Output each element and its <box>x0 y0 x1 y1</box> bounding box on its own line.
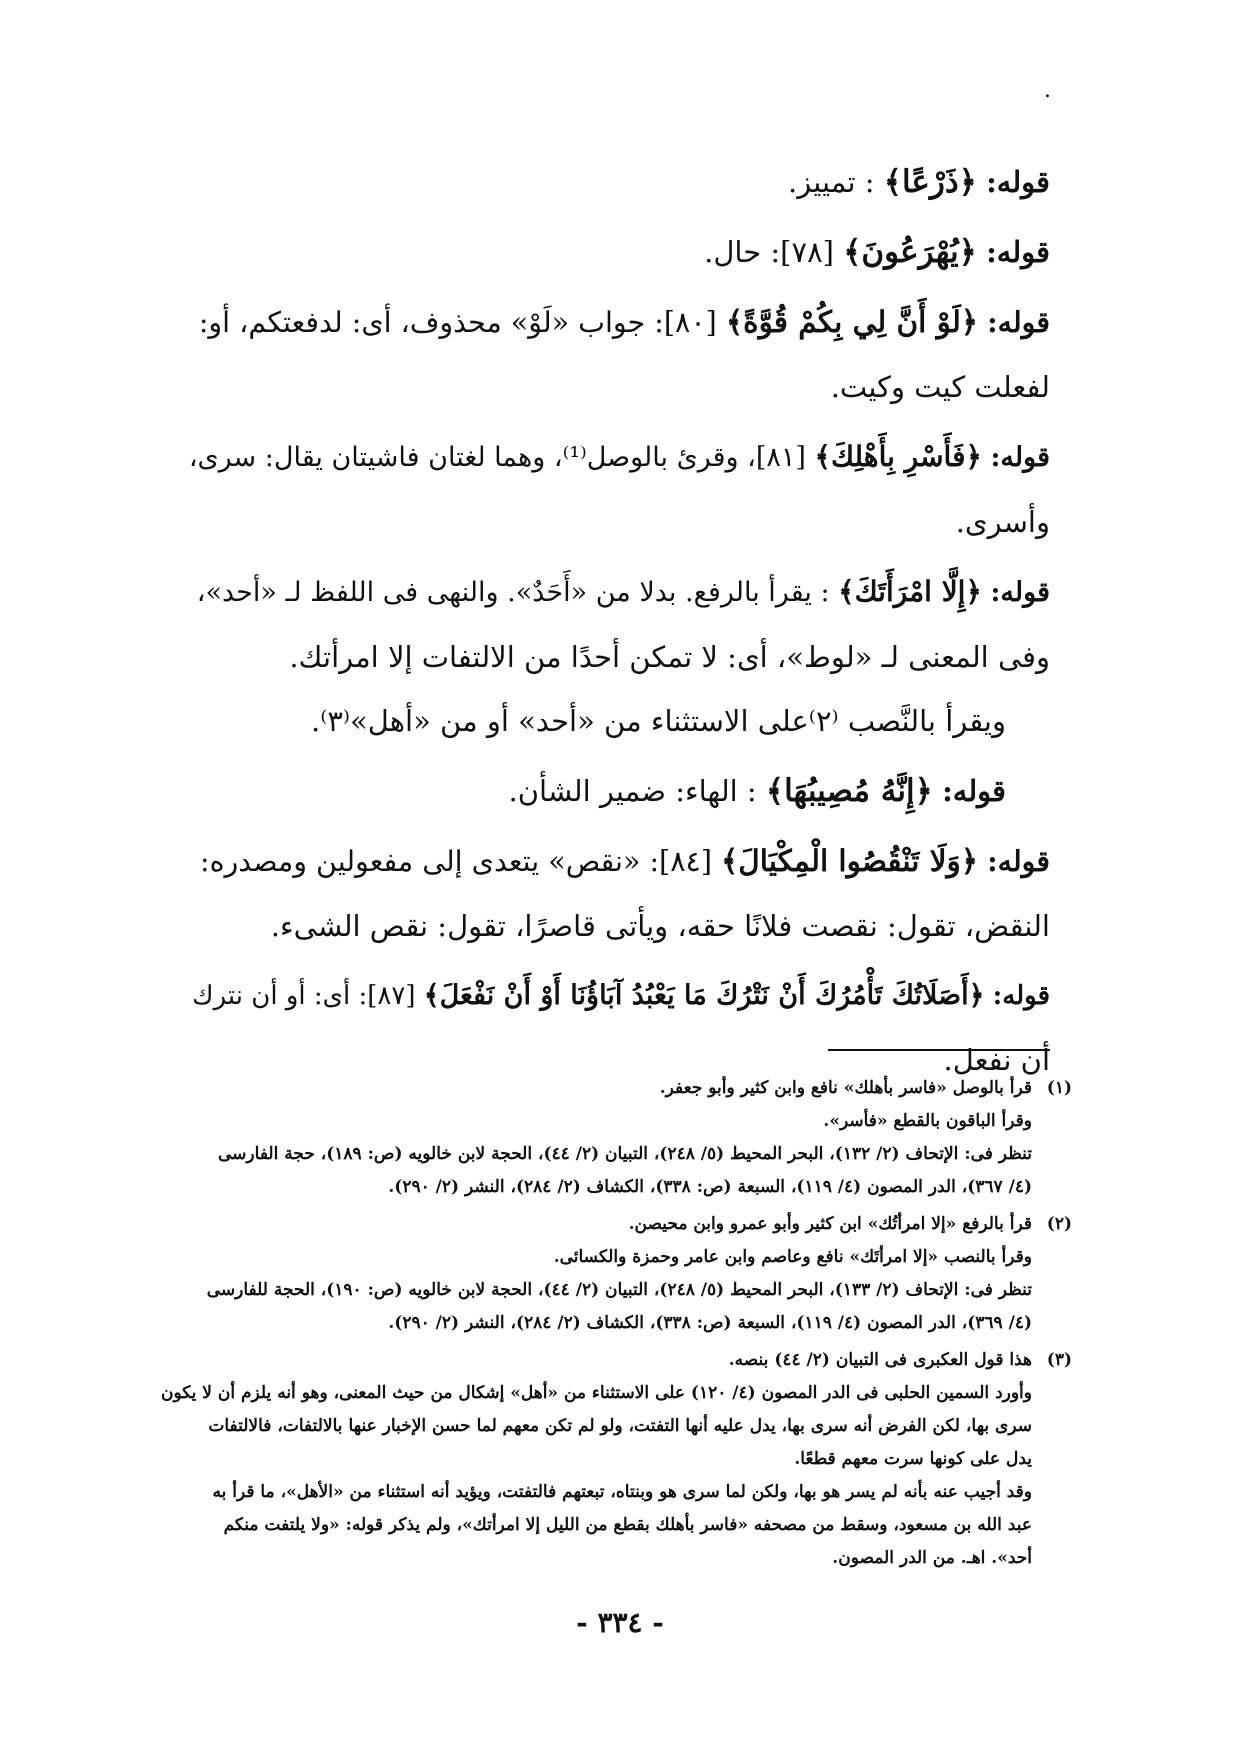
entry-continuation: ويقرأ بالنَّصب ⁽٢⁾على الاستثناء من «أحد» أو من «أهل»⁽٣⁾. <box>310 704 1006 738</box>
footnotes <box>160 1072 1072 1579</box>
quran-quote: ﴿إِلَّا امْرَأَتَكَ﴾ <box>838 575 982 608</box>
entry <box>190 230 1050 274</box>
entry-continuation: لفعلت كيت وكيت. <box>830 370 1050 404</box>
footnote-line: تنظر فى: الإتحاف (٢/ ١٣٣)، البحر المحيط (٥/ ٢٤٨)، التبيان (٢/ ٤٤)، الحجة لابن خالويه (ص: ١٩٠)، الحجة للفارسى <box>206 1280 1032 1300</box>
footnote-line: تنظر فى: الإتحاف (٢/ ١٣٢)، البحر المحيط (٥/ ٢٤٨)، التبيان (٢/ ٤٤)، الحجة لابن خالويه (ص: ١٨٩)، حجة الفارسى <box>218 1144 1032 1164</box>
corner-mark: . <box>1044 78 1051 103</box>
footnote-divider <box>828 1049 1050 1051</box>
quran-quote: ﴿لَوْ أَنَّ لِي بِكُمْ قُوَّةً﴾ <box>725 304 979 339</box>
entry-line <box>190 300 1050 345</box>
quran-quote: ﴿يُهْرَعُونَ﴾ <box>843 234 977 270</box>
entry-text: [٨٠]: جواب «لَوْ» محذوف، أى: لدفعتكم، أو: <box>198 306 717 339</box>
footnote-line: وأورد السمين الحلبى فى الدر المصون (٤/ ١٢٠) على الاستثناء من «أهل» إشكال من حيث المعنى، وهو أنه يلزم أن لا يكون <box>160 1383 1032 1403</box>
entry-label: قوله: <box>986 235 1050 269</box>
footnote-line: قرأ بالوصل «فاسر بأهلك» نافع وابن كثير وأبو جعفر. <box>659 1078 1032 1098</box>
entry-line <box>190 974 1050 1018</box>
quran-quote: ﴿وَلَا تَنْقُصُوا الْمِكْيَالَ﴾ <box>721 843 979 878</box>
entry <box>190 160 1050 204</box>
page-number: - ٣٣٤ - <box>576 1606 664 1639</box>
entry <box>190 839 1050 948</box>
entry <box>190 974 1050 1082</box>
entry-text: : تمييز. <box>788 165 875 199</box>
footnote-number: (٣) <box>1046 1350 1072 1370</box>
entry-label: قوله: <box>942 774 1006 808</box>
entry-text: [٧٨]: حال. <box>704 235 834 269</box>
entry <box>190 769 1050 813</box>
entry-label: قوله: <box>992 981 1050 1011</box>
footnote-line: وقرأ بالنصب «إلا امرأتَك» نافع وعاصم وابن عامر وحمزة والكسائى. <box>553 1247 1032 1267</box>
quran-quote: ﴿إِنَّهُ مُصِيبُهَا﴾ <box>765 773 933 809</box>
entry-text: [٨٧]: أى: أو أن نترك <box>192 981 416 1011</box>
entry-text: : يقرأ بالرفع. بدلا من «أَحَدٌ». والنهى فى اللفظ لـ «أحد»، <box>196 577 830 608</box>
footnote-line: سرى بها، لكن الفرض أنه سرى بها، يدل عليه أنها التفتت، ولو لم تكن معهم لما حسن الإخبار عنها بالالتفات، فالالتفات <box>208 1416 1032 1436</box>
footnote-body <box>190 1208 1032 1340</box>
entry-continuation: النقض، تقول: نقصت فلانًا حقه، ويأتى قاصرًا، تقول: نقص الشىء. <box>270 909 1050 943</box>
entry-line <box>190 839 1050 884</box>
main-text <box>190 160 1050 1108</box>
footnote-line: (٤/ ٣٦٩)، الدر المصون (٤/ ١١٩)، السبعة (ص: ٣٣٨)، الكشاف (٢/ ٢٨٤)، النشر (٢/ ٢٩٠). <box>388 1313 1032 1333</box>
entry-label: قوله: <box>986 165 1050 199</box>
entry-label: قوله: <box>987 844 1050 878</box>
entry-continuation: وفى المعنى لـ «لوط»، أى: لا تمكن أحدًا من الالتفات إلا امرأتك. <box>289 640 1050 674</box>
entry-line <box>190 435 1050 480</box>
entry-text: [٨٤]: «نقص» يتعدى إلى مفعولين ومصدره: <box>199 845 712 878</box>
entry-continuation: أن نفعل. <box>943 1043 1050 1077</box>
entry-line <box>190 230 1050 274</box>
quran-quote: ﴿ذَرْعًا﴾ <box>883 164 977 200</box>
entry-text: [٨١]، وقرئ بالوصل⁽¹⁾، وهما لغتان فاشيتان يقال: سرى، <box>188 442 806 473</box>
footnote-body <box>190 1072 1032 1204</box>
footnote-line: (٤/ ٣٦٧)، الدر المصون (٤/ ١١٩)، السبعة (ص: ٣٣٨)، الكشاف (٢/ ٢٨٤)، النشر (٢/ ٢٩٠). <box>388 1177 1032 1197</box>
entry-line <box>190 769 1050 813</box>
footnote-body <box>161 1344 1032 1575</box>
quran-quote: ﴿أَصَلَاتُكَ تَأْمُرُكَ أَنْ نَتْرُكَ مَا يَعْبُدُ آبَاؤُنَا أَوْ أَنْ نَفْعَلَ﴾ <box>423 980 985 1011</box>
footnote-number: (١) <box>1046 1078 1072 1098</box>
footnote <box>190 1072 1072 1204</box>
entry <box>190 570 1050 743</box>
footnote-line: قرأ بالرفع «إلا امرأتُك» ابن كثير وأبو عمرو وابن محيصن. <box>628 1214 1032 1234</box>
entry <box>190 435 1050 544</box>
entry-line <box>190 160 1050 204</box>
entry-label: قوله: <box>990 577 1050 608</box>
footnote-line: هذا قول العكبرى فى التبيان (٢/ ٤٤) بنصه. <box>728 1350 1032 1370</box>
entry-line <box>190 570 1050 615</box>
footnote <box>160 1344 1072 1575</box>
footnote-number: (٢) <box>1046 1214 1072 1234</box>
footnote-line: عبد الله بن مسعود، وسقط من مصحفه «فاسر بأهلك بقطع من الليل إلا امرأتك»، ولم يذكر قوله: «ولا يلتفت منكم <box>223 1515 1032 1535</box>
entry <box>190 300 1050 409</box>
footnote <box>190 1208 1072 1340</box>
entry-label: قوله: <box>990 442 1050 473</box>
quran-quote: ﴿فَأَسْرِ بِأَهْلِكَ﴾ <box>814 440 982 473</box>
footnote-line: أحد». اهـ. من الدر المصون. <box>832 1548 1032 1568</box>
entry-continuation: وأسرى. <box>955 505 1050 539</box>
entry-label: قوله: <box>987 305 1050 339</box>
footnote-line: يدل على كونها سرت معهم قطعًا. <box>794 1449 1032 1469</box>
entry-text: : الهاء: ضمير الشأن. <box>508 774 757 808</box>
footnote-line: وقرأ الباقون بالقطع «فأسر». <box>823 1111 1032 1131</box>
footnote-line: وقد أجيب عنه بأنه لم يسر هو بها، ولكن لما سرى هو وبنتاه، تبعتهم فالتفتت، ويؤيد أنه استثناء من «الأهل»، ما قرأ به <box>212 1482 1032 1502</box>
